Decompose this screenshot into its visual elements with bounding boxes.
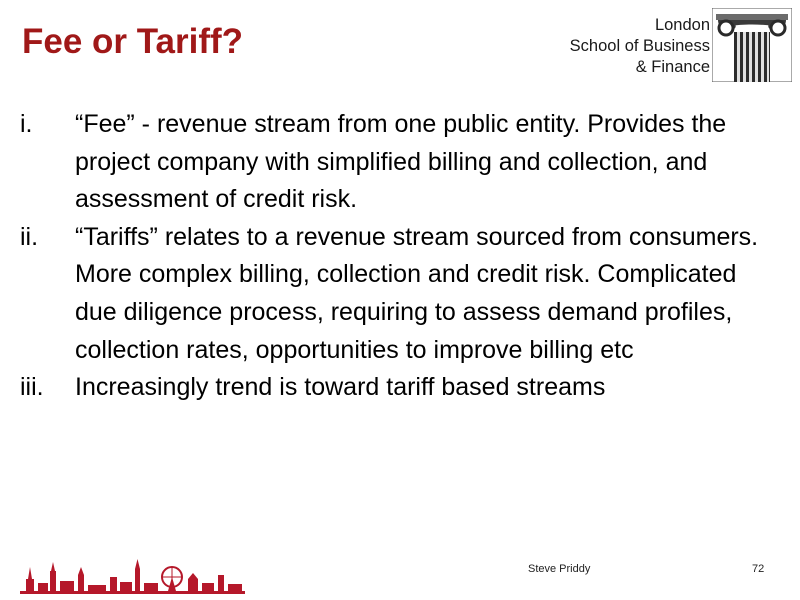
footer-author: Steve Priddy [528,563,591,575]
list-marker: iii. [20,373,44,402]
logo-line-1: London [654,16,710,34]
list-item-text: Increasingly trend is toward tariff based streams [75,373,606,402]
slide-title: Fee or Tariff? [22,22,244,61]
london-skyline-icon [20,557,245,597]
list-item-text: “Fee” - revenue stream from one public entity. Provides the project company with simplified billing and collection, and assessment of credit risk. [75,110,727,214]
list-item-text: “Tariffs” relates to a revenue stream sourced from consumers. More complex billing, collection and credit risk. Complicated due diligence process, requiring to assess demand profiles, collection rates, opportunities to improve billing etc [75,222,759,364]
logo-line-2: School of Business [569,37,710,55]
list-item [20,106,780,219]
ionic-column-capital-icon [712,8,792,82]
school-logo [560,8,792,82]
list-item [20,219,780,369]
list-item [20,369,780,407]
list-marker: i. [20,110,33,138]
bullet-list [20,106,780,407]
logo-line-3: & Finance [635,58,710,76]
logo-wordmark [570,15,710,78]
page-number: 72 [752,563,765,575]
list-marker: ii. [20,222,39,251]
